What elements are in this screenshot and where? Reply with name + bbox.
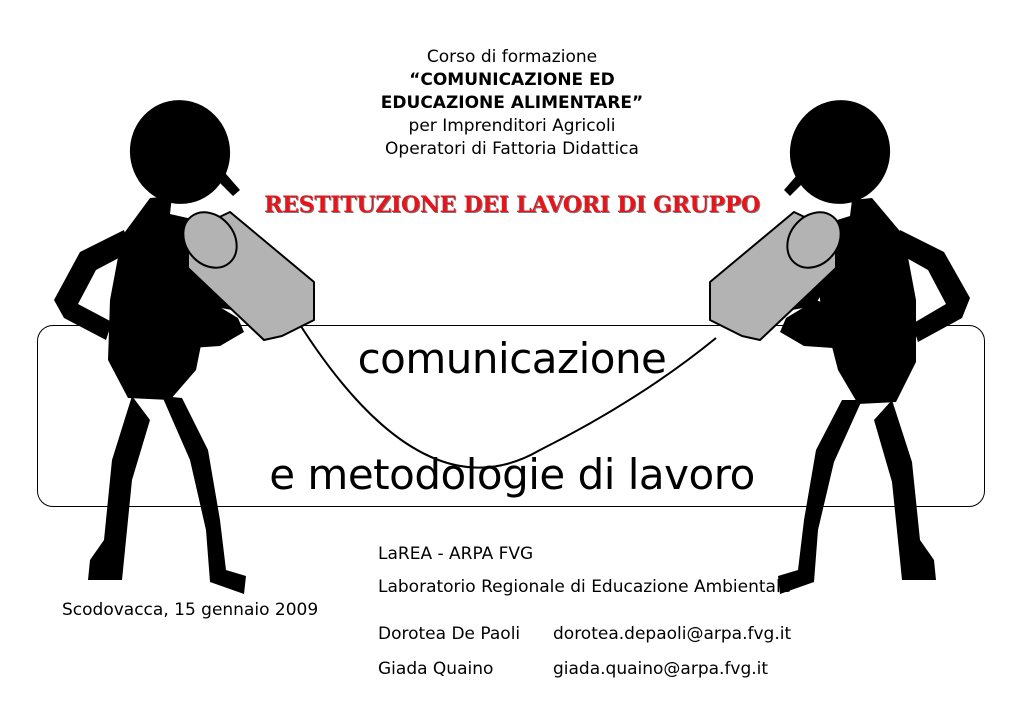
laboratory: Laboratorio Regionale di Educazione Ambientale (378, 577, 792, 597)
audience-line2: Operatori di Fattoria Didattica (385, 139, 639, 159)
section-subtitle: RESTITUZIONE DEI LAVORI DI GRUPPO (264, 192, 760, 218)
main-title-line2: e metodologie di lavoro (269, 450, 755, 499)
contact-name: Dorotea De Paoli (378, 624, 521, 644)
course-title-line2: EDUCAZIONE ALIMENTARE” (380, 93, 644, 113)
contact-email[interactable]: dorotea.depaoli@arpa.fvg.it (553, 624, 792, 644)
course-header (262, 46, 762, 161)
main-title-line1: comunicazione (357, 334, 667, 383)
audience-line1: per Imprenditori Agricoli (408, 116, 616, 136)
place-date: Scodovacca, 15 gennaio 2009 (62, 600, 319, 620)
course-type: Corso di formazione (426, 47, 598, 67)
organization: LaREA - ARPA FVG (378, 544, 534, 564)
contact-name: Giada Quaino (378, 659, 494, 679)
course-title-line1: “COMUNICAZIONE ED (409, 70, 615, 90)
contact-email[interactable]: giada.quaino@arpa.fvg.it (553, 659, 769, 679)
right-figure (776, 91, 970, 594)
left-figure (54, 91, 248, 594)
